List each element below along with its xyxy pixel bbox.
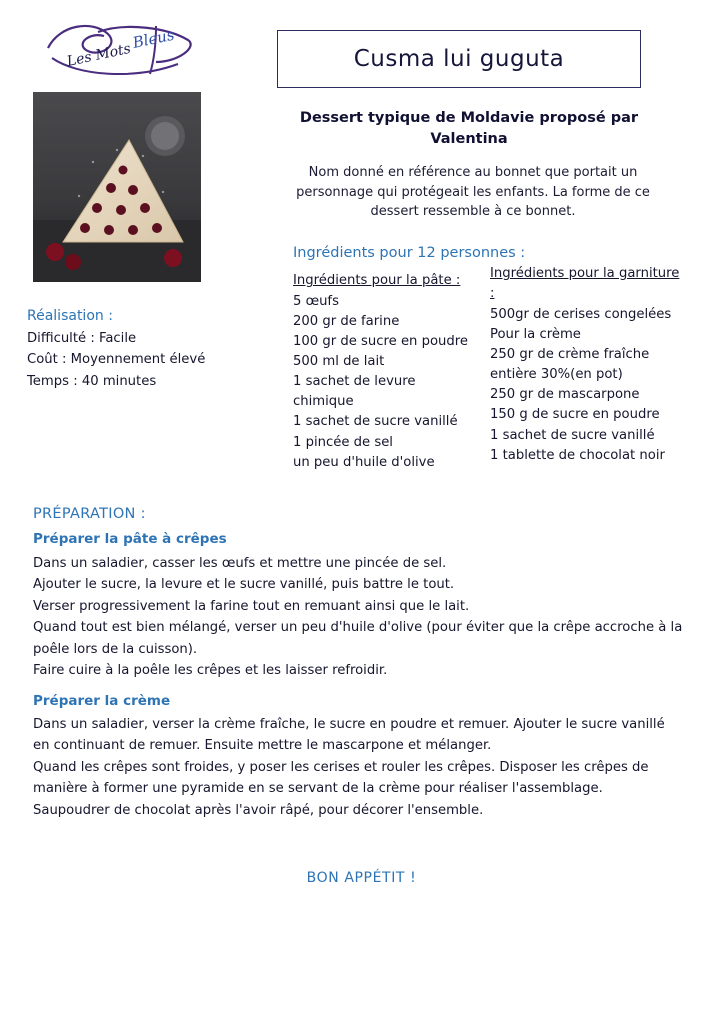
preparation-line: Quand tout est bien mélangé, verser un peu d'huile d'olive (pour éviter que la crêpe accroche à la poêle lors de la cuisson). [33, 620, 683, 657]
svg-text:Bleus: Bleus [131, 25, 176, 52]
preparation-section2-body [33, 714, 683, 821]
svg-text:Les Mots: Les Mots [65, 40, 133, 70]
ingredients-dough-title: Ingrédients pour la pâte : [293, 273, 461, 288]
ingredient-item: 250 gr de mascarpone [490, 387, 640, 403]
ingredient-item: 500gr de cerises congelées [490, 307, 672, 323]
les-mots-bleus-logo [38, 18, 198, 88]
ingredient-item: 100 gr de sucre en poudre [293, 334, 469, 350]
ingredient-item: 1 pincée de sel [293, 434, 393, 450]
recipe-subtitle: Dessert typique de Moldavie proposé par Valentina [299, 110, 639, 148]
ingredient-item: Pour la crème [490, 327, 581, 343]
ingredient-item: 1 sachet de sucre vanillé [293, 414, 458, 430]
preparation-line: Dans un saladier, casser les œufs et mettre une pincée de sel. [33, 556, 447, 571]
realisation-list [27, 328, 257, 392]
recipe-title-box [277, 30, 641, 88]
recipe-intro: Nom donné en référence au bonnet que portait un personnage qui protégeait les enfants. La forme de ce dessert ressemble à ce bonnet. [296, 165, 650, 219]
ingredient-item: 1 sachet de sucre vanillé [490, 427, 655, 443]
realisation-item: Difficulté : Facile [27, 331, 137, 346]
ingredients-heading: Ingrédients pour 12 personnes : [293, 245, 526, 261]
ingredient-item: 1 tablette de chocolat noir [490, 447, 665, 463]
page-title: Cusma lui guguta [353, 46, 565, 72]
realisation-item: Temps : 40 minutes [27, 373, 157, 389]
realisation-item: Coût : Moyennement élevé [27, 352, 206, 368]
ingredient-item: 1 sachet de levure chimique [293, 374, 416, 410]
preparation-section1-title: Préparer la pâte à crêpes [33, 531, 227, 547]
ingredient-item: 200 gr de farine [293, 314, 400, 330]
preparation-section2-title: Préparer la crème [33, 693, 171, 709]
preparation-line: Ajouter le sucre, la levure et le sucre vanillé, puis battre le tout. [33, 577, 455, 593]
dessert-photo [33, 92, 201, 282]
preparation-line: Dans un saladier, verser la crème fraîche, le sucre en poudre et remuer. Ajouter le sucre vanillé en continuant de remuer. Ensuite mettre le mascarpone et mélanger. [33, 717, 665, 754]
ingredient-item: 150 g de sucre en poudre [490, 407, 660, 423]
ingredient-item: 250 gr de crème fraîche entière 30%(en pot) [490, 347, 650, 383]
ingredient-item: un peu d'huile d'olive [293, 454, 435, 470]
preparation-section1-body [33, 553, 683, 681]
ingredient-item: 500 ml de lait [293, 354, 385, 370]
ingredient-item: 5 œufs [293, 294, 339, 310]
ingredients-dough-column [293, 271, 478, 473]
preparation-line: Verser progressivement la farine tout en remuant ainsi que le lait. [33, 598, 470, 614]
ingredients-filling-title: Ingrédients pour la garniture : [490, 266, 680, 302]
ingredients-filling-column [490, 264, 685, 466]
bon-appetit-text: BON APPÉTIT ! [306, 870, 417, 886]
preparation-line: Quand les crêpes sont froides, y poser les cerises et rouler les crêpes. Disposer les crêpes de manière à former une pyramide en se servant de la crème pour réaliser l'assemblage. Saupoudrer de chocolat après l'avoir râpé, pour décorer l'ensemble. [33, 759, 649, 818]
preparation-line: Faire cuire à la poêle les crêpes et les laisser refroidir. [33, 662, 388, 678]
preparation-heading: PRÉPARATION : [33, 506, 146, 522]
realisation-heading: Réalisation : [27, 308, 113, 324]
